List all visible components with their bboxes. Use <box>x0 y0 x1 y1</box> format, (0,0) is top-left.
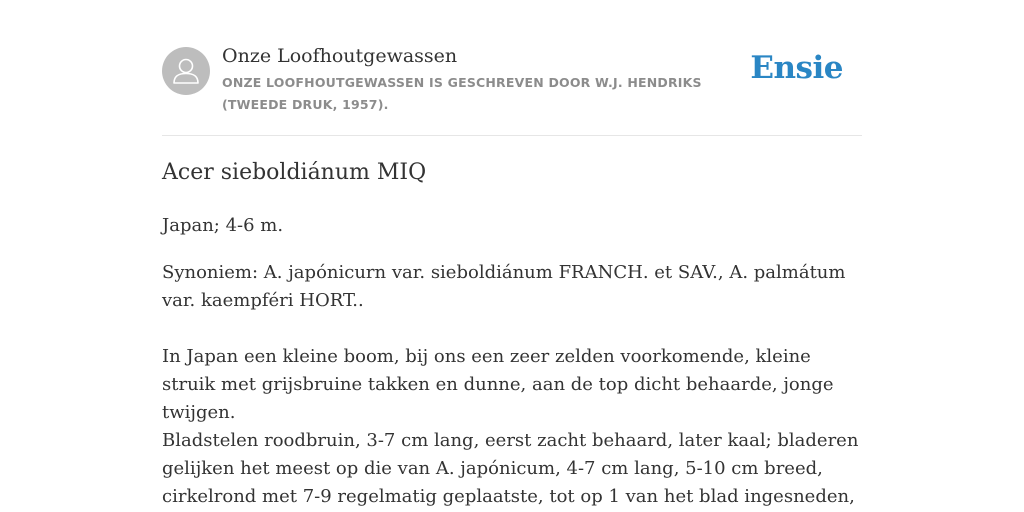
entry-paragraph-synonyms: Synoniem: A. japónicurn var. sieboldiánum FRANCH. et SAV., A. palmátum var. kaempféri HORT.. <box>162 262 846 311</box>
page <box>162 0 862 507</box>
book-title[interactable]: Onze Loofhoutgewassen <box>222 45 458 67</box>
user-placeholder-icon <box>162 47 210 95</box>
entry-paragraph-origin: Japan; 4-6 m. <box>162 215 284 236</box>
entry-paragraph-habit: In Japan een kleine boom, bij ons een zeer zelden voorkomende, kleine struik met grijsbruine takken en dunne, aan de top dicht behaarde, jonge twijgen. <box>162 346 834 423</box>
entry-paragraph-leaves: Bladstelen roodbruin, 3-7 cm lang, eerst zacht behaard, later kaal; bladeren gelijken het meest op die van A. japónicum, 4-7 cm lang, 5-10 cm breed, cirkelrond met 7-9 regelmatig geplaatste, tot op 1 van het blad ingesneden, <box>162 430 859 507</box>
entry-title: Acer sieboldiánum MIQ <box>162 160 427 185</box>
ensie-logo[interactable]: Ensie <box>750 50 843 86</box>
book-header <box>162 0 862 136</box>
book-description: ONZE LOOFHOUTGEWASSEN IS GESCHREVEN DOOR W.J. HENDRIKS (TWEEDE DRUK, 1957). <box>222 75 702 112</box>
